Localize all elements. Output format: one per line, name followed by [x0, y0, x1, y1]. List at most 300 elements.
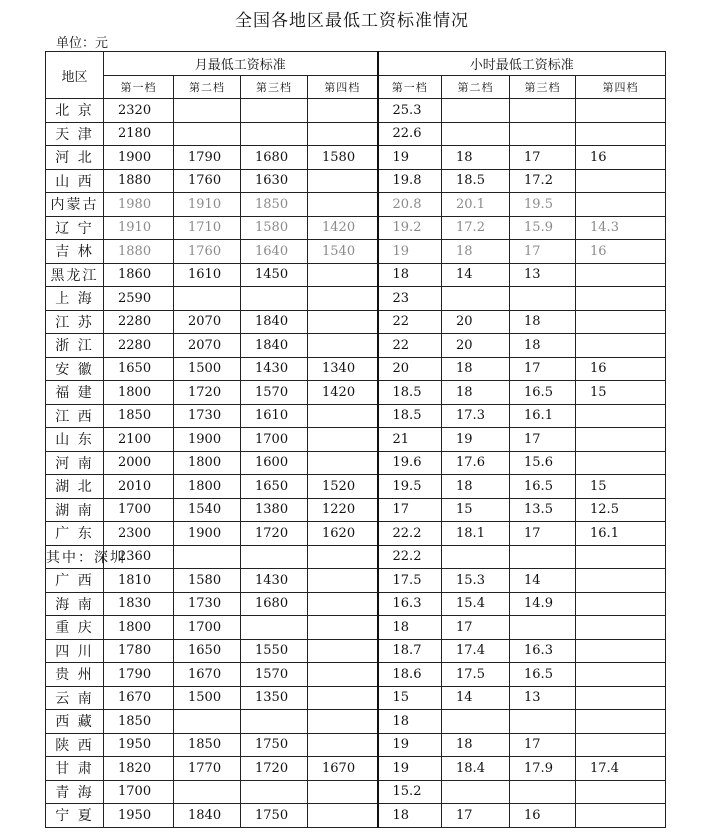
hourly-tier-2-cell: 15.3 [442, 569, 510, 593]
monthly-tier-4-cell [308, 545, 378, 569]
table-row [46, 733, 666, 757]
hourly-tier-4-cell [576, 122, 666, 146]
table-row [46, 193, 666, 217]
monthly-tier-2-cell: 1900 [174, 428, 241, 452]
monthly-tier-1-cell: 1820 [104, 757, 174, 781]
monthly-tier-2-cell: 1770 [174, 757, 241, 781]
monthly-tier-4-cell: 1520 [308, 475, 378, 499]
monthly-tier-3-cell: 1640 [241, 240, 308, 264]
table-row [46, 569, 666, 593]
monthly-tier-1-cell: 1950 [104, 733, 174, 757]
table-row [46, 475, 666, 499]
monthly-tier-4-cell [308, 686, 378, 710]
hourly-tier-3-cell [510, 545, 576, 569]
monthly-tier-3-cell: 1580 [241, 216, 308, 240]
hourly-tier-4-cell [576, 710, 666, 734]
region-cell: 江 西 [46, 404, 104, 428]
monthly-tier-1-cell: 1850 [104, 404, 174, 428]
hourly-tier-2-cell: 17.5 [442, 663, 510, 687]
hourly-tier-4-cell: 16.1 [576, 522, 666, 546]
region-cell: 湖 南 [46, 498, 104, 522]
hourly-tier-3-cell: 17 [510, 428, 576, 452]
monthly-tier-1-cell: 1810 [104, 569, 174, 593]
hourly-tier-3-cell: 16.3 [510, 639, 576, 663]
monthly-tier-3-cell [241, 287, 308, 311]
monthly-tier-1-cell: 2100 [104, 428, 174, 452]
table-row [46, 639, 666, 663]
monthly-tier-1-cell: 1670 [104, 686, 174, 710]
hourly-tier-1-cell: 15 [378, 686, 442, 710]
monthly-tier-3-cell [241, 545, 308, 569]
header-monthly-tier-3: 第三档 [241, 75, 308, 99]
monthly-tier-3-cell [241, 616, 308, 640]
monthly-tier-2-cell: 1610 [174, 263, 241, 287]
monthly-tier-2-cell [174, 545, 241, 569]
monthly-tier-1-cell: 1860 [104, 263, 174, 287]
monthly-tier-3-cell: 1840 [241, 334, 308, 358]
hourly-tier-1-cell: 23 [378, 287, 442, 311]
monthly-tier-3-cell: 1750 [241, 733, 308, 757]
monthly-tier-3-cell [241, 122, 308, 146]
monthly-tier-4-cell [308, 592, 378, 616]
monthly-tier-1-cell: 1780 [104, 639, 174, 663]
hourly-tier-1-cell: 22 [378, 334, 442, 358]
hourly-tier-4-cell [576, 569, 666, 593]
region-cell: 天 津 [46, 122, 104, 146]
monthly-tier-1-cell: 1880 [104, 240, 174, 264]
table-row [46, 381, 666, 405]
hourly-tier-1-cell: 18 [378, 616, 442, 640]
hourly-tier-3-cell: 18 [510, 310, 576, 334]
hourly-tier-1-cell: 19 [378, 757, 442, 781]
monthly-tier-1-cell: 1700 [104, 780, 174, 804]
monthly-tier-1-cell: 1980 [104, 193, 174, 217]
hourly-tier-4-cell [576, 310, 666, 334]
hourly-tier-3-cell: 16.1 [510, 404, 576, 428]
table-row [46, 710, 666, 734]
hourly-tier-4-cell: 12.5 [576, 498, 666, 522]
header-hourly-tier-3: 第三档 [510, 75, 576, 99]
hourly-tier-1-cell: 18 [378, 710, 442, 734]
hourly-tier-3-cell: 13 [510, 686, 576, 710]
hourly-tier-1-cell: 19.5 [378, 475, 442, 499]
monthly-tier-4-cell [308, 263, 378, 287]
hourly-tier-2-cell: 18.5 [442, 169, 510, 193]
hourly-tier-4-cell [576, 804, 666, 828]
monthly-tier-1-cell: 2320 [104, 99, 174, 123]
monthly-tier-3-cell: 1680 [241, 146, 308, 170]
hourly-tier-3-cell: 17 [510, 733, 576, 757]
hourly-tier-4-cell [576, 639, 666, 663]
monthly-tier-2-cell: 1790 [174, 146, 241, 170]
hourly-tier-3-cell [510, 287, 576, 311]
hourly-tier-2-cell: 17 [442, 616, 510, 640]
hourly-tier-3-cell: 17 [510, 146, 576, 170]
monthly-tier-4-cell [308, 451, 378, 475]
region-cell: 辽 宁 [46, 216, 104, 240]
hourly-tier-1-cell: 19.2 [378, 216, 442, 240]
hourly-tier-4-cell: 16 [576, 146, 666, 170]
hourly-tier-2-cell: 20 [442, 310, 510, 334]
hourly-tier-1-cell: 22.2 [378, 522, 442, 546]
hourly-tier-4-cell: 16 [576, 240, 666, 264]
hourly-tier-2-cell: 18 [442, 733, 510, 757]
region-cell: 山 东 [46, 428, 104, 452]
monthly-tier-2-cell [174, 122, 241, 146]
monthly-tier-1-cell: 1850 [104, 710, 174, 734]
monthly-tier-2-cell: 1800 [174, 451, 241, 475]
hourly-tier-4-cell: 14.3 [576, 216, 666, 240]
hourly-tier-2-cell: 15 [442, 498, 510, 522]
monthly-tier-1-cell: 2280 [104, 310, 174, 334]
monthly-tier-2-cell: 1760 [174, 169, 241, 193]
monthly-tier-4-cell [308, 404, 378, 428]
hourly-tier-1-cell: 18.5 [378, 404, 442, 428]
hourly-tier-3-cell: 16.5 [510, 475, 576, 499]
monthly-tier-3-cell: 1380 [241, 498, 308, 522]
table-row [46, 451, 666, 475]
hourly-tier-3-cell: 14.9 [510, 592, 576, 616]
hourly-tier-3-cell: 19.5 [510, 193, 576, 217]
monthly-tier-2-cell: 1840 [174, 804, 241, 828]
hourly-tier-4-cell [576, 404, 666, 428]
hourly-tier-4-cell: 17.4 [576, 757, 666, 781]
hourly-tier-3-cell [510, 710, 576, 734]
monthly-tier-3-cell: 1650 [241, 475, 308, 499]
hourly-tier-4-cell [576, 99, 666, 123]
hourly-tier-2-cell: 17 [442, 804, 510, 828]
table-row [46, 287, 666, 311]
hourly-tier-3-cell: 17 [510, 522, 576, 546]
hourly-tier-1-cell: 19 [378, 146, 442, 170]
monthly-tier-4-cell [308, 639, 378, 663]
table-row [46, 616, 666, 640]
hourly-tier-1-cell: 18.5 [378, 381, 442, 405]
table-row [46, 404, 666, 428]
monthly-tier-4-cell: 1620 [308, 522, 378, 546]
hourly-tier-2-cell: 18.4 [442, 757, 510, 781]
hourly-tier-2-cell: 18 [442, 240, 510, 264]
hourly-tier-2-cell: 18 [442, 357, 510, 381]
monthly-tier-2-cell: 1500 [174, 357, 241, 381]
monthly-tier-4-cell: 1420 [308, 381, 378, 405]
monthly-tier-4-cell [308, 310, 378, 334]
region-cell: 北 京 [46, 99, 104, 123]
monthly-tier-2-cell: 1710 [174, 216, 241, 240]
hourly-tier-4-cell [576, 616, 666, 640]
monthly-tier-1-cell: 2000 [104, 451, 174, 475]
monthly-tier-1-cell: 1700 [104, 498, 174, 522]
unit-label: 单位：元 [56, 36, 109, 51]
hourly-tier-1-cell: 18 [378, 263, 442, 287]
hourly-tier-2-cell: 20.1 [442, 193, 510, 217]
monthly-tier-4-cell [308, 287, 378, 311]
hourly-tier-3-cell: 18 [510, 334, 576, 358]
monthly-tier-3-cell: 1720 [241, 757, 308, 781]
hourly-tier-2-cell [442, 780, 510, 804]
monthly-tier-3-cell: 1750 [241, 804, 308, 828]
monthly-tier-2-cell [174, 99, 241, 123]
monthly-tier-2-cell: 1720 [174, 381, 241, 405]
monthly-tier-1-cell: 2300 [104, 522, 174, 546]
hourly-tier-1-cell: 19 [378, 733, 442, 757]
hourly-tier-1-cell: 17.5 [378, 569, 442, 593]
monthly-tier-3-cell: 1350 [241, 686, 308, 710]
hourly-tier-4-cell [576, 592, 666, 616]
table-row [46, 334, 666, 358]
region-cell: 福 建 [46, 381, 104, 405]
hourly-tier-4-cell [576, 287, 666, 311]
hourly-tier-2-cell: 15.4 [442, 592, 510, 616]
hourly-tier-3-cell: 16.5 [510, 663, 576, 687]
monthly-tier-2-cell [174, 780, 241, 804]
monthly-tier-3-cell: 1450 [241, 263, 308, 287]
monthly-tier-2-cell: 2070 [174, 310, 241, 334]
region-cell: 河 南 [46, 451, 104, 475]
monthly-tier-1-cell: 1830 [104, 592, 174, 616]
monthly-tier-1-cell: 2590 [104, 287, 174, 311]
table-row [46, 146, 666, 170]
monthly-tier-1-cell: 1880 [104, 169, 174, 193]
monthly-tier-4-cell [308, 428, 378, 452]
monthly-tier-3-cell: 1630 [241, 169, 308, 193]
hourly-tier-4-cell [576, 733, 666, 757]
monthly-tier-1-cell: 2180 [104, 122, 174, 146]
hourly-tier-3-cell [510, 99, 576, 123]
monthly-tier-2-cell: 1900 [174, 522, 241, 546]
hourly-tier-2-cell: 17.4 [442, 639, 510, 663]
monthly-tier-4-cell: 1580 [308, 146, 378, 170]
hourly-tier-2-cell: 19 [442, 428, 510, 452]
hourly-tier-2-cell: 14 [442, 686, 510, 710]
table-row [46, 169, 666, 193]
monthly-tier-3-cell [241, 99, 308, 123]
hourly-tier-1-cell: 19 [378, 240, 442, 264]
header-hourly-tier-2: 第二档 [442, 75, 510, 99]
header-monthly-tier-1: 第一档 [104, 75, 174, 99]
hourly-tier-4-cell [576, 193, 666, 217]
hourly-tier-1-cell: 15.2 [378, 780, 442, 804]
hourly-tier-2-cell [442, 99, 510, 123]
hourly-tier-3-cell: 16 [510, 804, 576, 828]
monthly-tier-3-cell: 1430 [241, 357, 308, 381]
region-cell: 宁 夏 [46, 804, 104, 828]
region-cell: 云 南 [46, 686, 104, 710]
monthly-tier-4-cell [308, 780, 378, 804]
hourly-tier-3-cell: 17.9 [510, 757, 576, 781]
hourly-tier-3-cell: 16.5 [510, 381, 576, 405]
hourly-tier-4-cell [576, 263, 666, 287]
table-row [46, 99, 666, 123]
hourly-tier-1-cell: 22 [378, 310, 442, 334]
monthly-tier-4-cell [308, 99, 378, 123]
monthly-tier-4-cell [308, 193, 378, 217]
monthly-tier-3-cell: 1570 [241, 381, 308, 405]
wage-table [45, 51, 666, 828]
wage-table-container [45, 51, 665, 828]
monthly-tier-1-cell: 1800 [104, 381, 174, 405]
hourly-tier-2-cell: 18.1 [442, 522, 510, 546]
hourly-tier-2-cell [442, 710, 510, 734]
region-cell: 陕 西 [46, 733, 104, 757]
hourly-tier-4-cell [576, 334, 666, 358]
monthly-tier-3-cell: 1680 [241, 592, 308, 616]
hourly-tier-3-cell: 15.9 [510, 216, 576, 240]
monthly-tier-4-cell: 1420 [308, 216, 378, 240]
monthly-tier-2-cell [174, 287, 241, 311]
region-cell: 山 西 [46, 169, 104, 193]
monthly-tier-2-cell: 1910 [174, 193, 241, 217]
hourly-tier-2-cell [442, 287, 510, 311]
monthly-tier-1-cell: 2280 [104, 334, 174, 358]
monthly-tier-3-cell: 1550 [241, 639, 308, 663]
hourly-tier-3-cell [510, 122, 576, 146]
region-cell: 四 川 [46, 639, 104, 663]
monthly-tier-1-cell: 1650 [104, 357, 174, 381]
monthly-tier-4-cell: 1540 [308, 240, 378, 264]
hourly-tier-1-cell: 22.2 [378, 545, 442, 569]
table-row [46, 522, 666, 546]
table-body [46, 99, 666, 828]
hourly-tier-1-cell: 18.7 [378, 639, 442, 663]
table-row [46, 216, 666, 240]
monthly-tier-4-cell [308, 616, 378, 640]
region-cell: 安 徽 [46, 357, 104, 381]
table-row [46, 757, 666, 781]
table-row [46, 310, 666, 334]
hourly-tier-4-cell [576, 780, 666, 804]
region-cell: 海 南 [46, 592, 104, 616]
table-row [46, 122, 666, 146]
hourly-tier-2-cell: 17.2 [442, 216, 510, 240]
monthly-tier-3-cell: 1700 [241, 428, 308, 452]
hourly-tier-2-cell: 18 [442, 381, 510, 405]
header-monthly-tier-2: 第二档 [174, 75, 241, 99]
hourly-tier-4-cell [576, 428, 666, 452]
monthly-tier-2-cell: 1850 [174, 733, 241, 757]
monthly-tier-3-cell: 1600 [241, 451, 308, 475]
region-cell: 其中：深圳 [46, 545, 104, 569]
monthly-tier-2-cell: 1800 [174, 475, 241, 499]
monthly-tier-1-cell: 2360 [104, 545, 174, 569]
monthly-tier-2-cell: 1730 [174, 404, 241, 428]
monthly-tier-1-cell: 1790 [104, 663, 174, 687]
monthly-tier-1-cell: 1900 [104, 146, 174, 170]
monthly-tier-4-cell [308, 569, 378, 593]
hourly-tier-4-cell [576, 451, 666, 475]
hourly-tier-3-cell: 17.2 [510, 169, 576, 193]
region-cell: 湖 北 [46, 475, 104, 499]
monthly-tier-4-cell [308, 804, 378, 828]
monthly-tier-4-cell [308, 169, 378, 193]
monthly-tier-1-cell: 2010 [104, 475, 174, 499]
table-row [46, 592, 666, 616]
table-row [46, 428, 666, 452]
monthly-tier-3-cell: 1720 [241, 522, 308, 546]
hourly-tier-2-cell: 20 [442, 334, 510, 358]
monthly-tier-4-cell: 1670 [308, 757, 378, 781]
monthly-tier-2-cell [174, 710, 241, 734]
hourly-tier-1-cell: 20 [378, 357, 442, 381]
region-cell: 河 北 [46, 146, 104, 170]
table-row [46, 686, 666, 710]
table-row [46, 804, 666, 828]
hourly-tier-2-cell: 14 [442, 263, 510, 287]
hourly-tier-4-cell [576, 169, 666, 193]
monthly-tier-4-cell: 1220 [308, 498, 378, 522]
hourly-tier-3-cell [510, 780, 576, 804]
monthly-tier-2-cell: 1500 [174, 686, 241, 710]
hourly-tier-3-cell [510, 616, 576, 640]
monthly-tier-1-cell: 1950 [104, 804, 174, 828]
monthly-tier-2-cell: 2070 [174, 334, 241, 358]
monthly-tier-4-cell [308, 733, 378, 757]
header-monthly-group: 月最低工资标准 [104, 52, 378, 76]
hourly-tier-3-cell: 14 [510, 569, 576, 593]
monthly-tier-3-cell [241, 780, 308, 804]
region-cell: 西 藏 [46, 710, 104, 734]
hourly-tier-1-cell: 19.6 [378, 451, 442, 475]
hourly-tier-1-cell: 16.3 [378, 592, 442, 616]
header-region: 地区 [46, 52, 104, 99]
monthly-tier-3-cell: 1610 [241, 404, 308, 428]
header-hourly-tier-1: 第一档 [378, 75, 442, 99]
hourly-tier-1-cell: 17 [378, 498, 442, 522]
hourly-tier-3-cell: 17 [510, 357, 576, 381]
hourly-tier-1-cell: 18.6 [378, 663, 442, 687]
hourly-tier-1-cell: 25.3 [378, 99, 442, 123]
hourly-tier-3-cell: 15.6 [510, 451, 576, 475]
hourly-tier-1-cell: 21 [378, 428, 442, 452]
region-cell: 贵 州 [46, 663, 104, 687]
hourly-tier-2-cell [442, 545, 510, 569]
hourly-tier-4-cell [576, 663, 666, 687]
table-row [46, 357, 666, 381]
hourly-tier-4-cell [576, 686, 666, 710]
monthly-tier-2-cell: 1650 [174, 639, 241, 663]
monthly-tier-2-cell: 1700 [174, 616, 241, 640]
header-monthly-tier-4: 第四档 [308, 75, 378, 99]
header-hourly-tier-4: 第四档 [576, 75, 666, 99]
region-cell: 上 海 [46, 287, 104, 311]
hourly-tier-1-cell: 19.8 [378, 169, 442, 193]
monthly-tier-2-cell: 1540 [174, 498, 241, 522]
region-cell: 吉 林 [46, 240, 104, 264]
table-row [46, 545, 666, 569]
hourly-tier-3-cell: 17 [510, 240, 576, 264]
hourly-tier-4-cell: 15 [576, 381, 666, 405]
table-row [46, 263, 666, 287]
table-row [46, 780, 666, 804]
monthly-tier-4-cell [308, 710, 378, 734]
region-cell: 黑龙江 [46, 263, 104, 287]
monthly-tier-4-cell [308, 122, 378, 146]
table-row [46, 498, 666, 522]
monthly-tier-3-cell: 1850 [241, 193, 308, 217]
hourly-tier-2-cell: 18 [442, 475, 510, 499]
monthly-tier-3-cell: 1430 [241, 569, 308, 593]
monthly-tier-4-cell: 1340 [308, 357, 378, 381]
region-cell: 浙 江 [46, 334, 104, 358]
hourly-tier-2-cell: 17.6 [442, 451, 510, 475]
hourly-tier-2-cell: 18 [442, 146, 510, 170]
hourly-tier-3-cell: 13.5 [510, 498, 576, 522]
region-cell: 广 西 [46, 569, 104, 593]
monthly-tier-3-cell [241, 710, 308, 734]
monthly-tier-1-cell: 1800 [104, 616, 174, 640]
hourly-tier-4-cell [576, 545, 666, 569]
table-row [46, 663, 666, 687]
